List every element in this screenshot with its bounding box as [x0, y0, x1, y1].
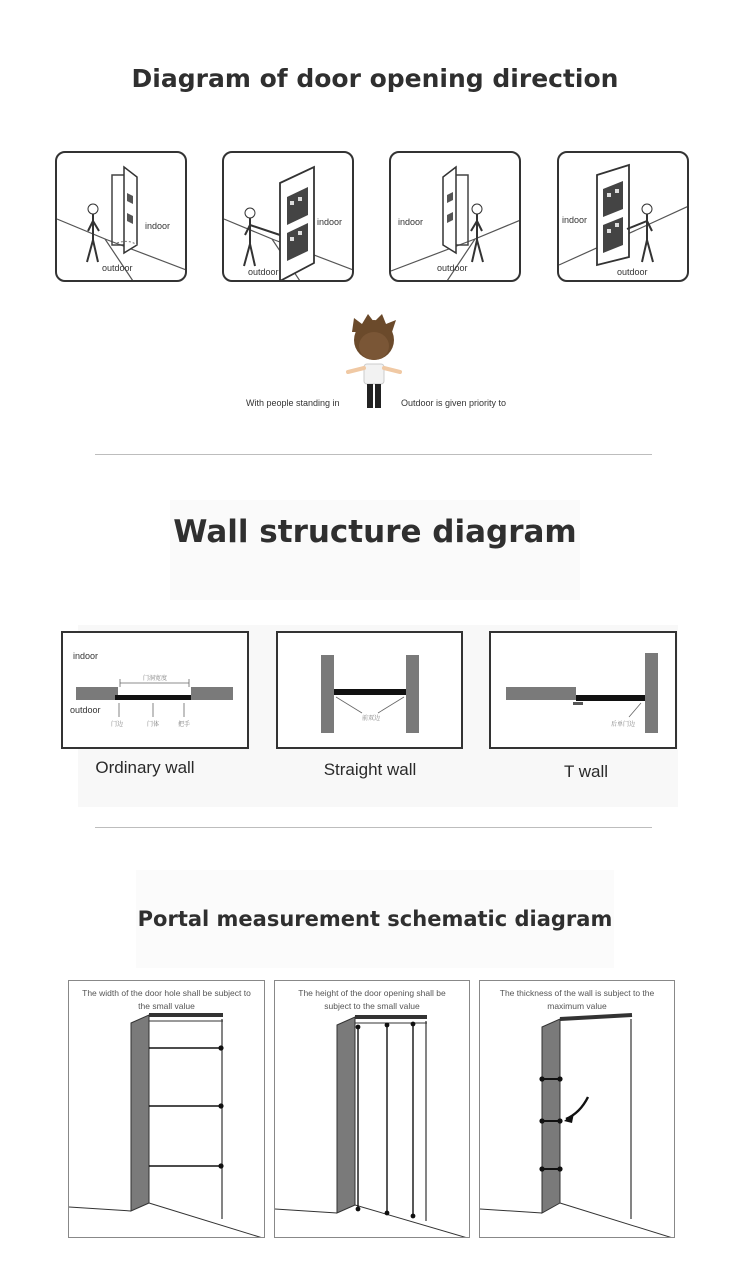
thickness-measurement-diagram — [479, 980, 675, 1238]
door-width-mark: 门洞宽度 — [143, 676, 168, 682]
outdoor-label: outdoor — [70, 705, 101, 715]
outdoor-label: outdoor — [248, 267, 279, 277]
wall-structure-title: Wall structure diagram — [173, 514, 577, 550]
thickness-measurement-drawing — [480, 981, 675, 1238]
door-diagram-4 — [557, 151, 689, 282]
ordinary-wall-caption: Ordinary wall — [95, 758, 195, 777]
t-wall-caption: T wall — [563, 762, 609, 781]
indoor-label: indoor — [562, 215, 588, 225]
section-divider — [95, 827, 652, 828]
straight-wall-diagram — [276, 631, 463, 749]
width-measurement-drawing — [69, 981, 265, 1238]
height-measurement-diagram — [274, 980, 470, 1238]
indoor-label: indoor — [317, 217, 343, 227]
height-measurement-drawing — [275, 981, 470, 1238]
outdoor-label: outdoor — [437, 263, 468, 273]
t-wall-drawing — [491, 633, 677, 749]
door-diagram-3 — [389, 151, 521, 282]
straight-wall-caption: Straight wall — [323, 760, 417, 779]
indoor-label: indoor — [398, 217, 424, 227]
indoor-label: indoor — [145, 221, 171, 231]
door-diagram-2 — [222, 151, 354, 282]
door-edge-mark: 门边 — [111, 722, 124, 728]
handle-mark: 把手 — [178, 722, 191, 728]
section-divider — [95, 454, 652, 455]
straight-wall-drawing — [278, 633, 463, 749]
width-note: The width of the door hole shall be subject to the small value — [82, 988, 251, 1011]
outdoor-label: outdoor — [617, 267, 648, 277]
cartoon-person-icon — [340, 314, 410, 410]
double-edge-mark: 前双边 — [362, 716, 381, 722]
door-body-mark: 门体 — [147, 722, 160, 728]
note-outdoor-priority: Outdoor is given priority to — [401, 398, 507, 408]
height-note: The height of the door opening shall be subject to the small value — [298, 988, 446, 1011]
ordinary-wall-diagram — [61, 631, 249, 749]
outdoor-label: outdoor — [102, 263, 133, 273]
indoor-label: indoor — [73, 651, 99, 661]
thickness-note: The thickness of the wall is subject to the maximum value — [499, 988, 655, 1011]
note-standing-in: With people standing in — [246, 398, 340, 408]
single-edge-mark: 后单门边 — [611, 722, 636, 728]
width-measurement-diagram — [68, 980, 265, 1238]
door-diagram-1 — [55, 151, 187, 282]
portal-measurement-title: Portal measurement schematic diagram — [137, 907, 613, 931]
door-direction-title: Diagram of door opening direction — [131, 64, 619, 93]
t-wall-diagram — [489, 631, 677, 749]
